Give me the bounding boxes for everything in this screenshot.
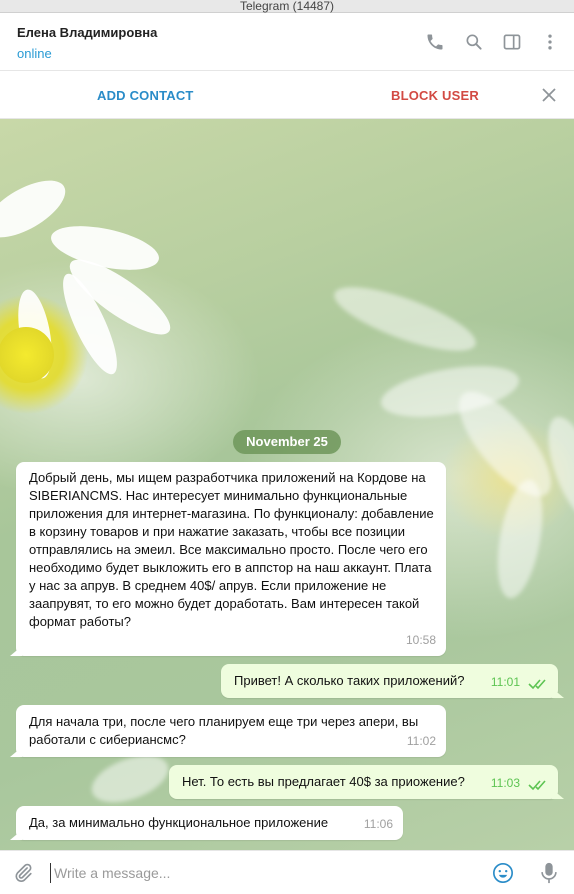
emoji-icon[interactable] bbox=[492, 862, 514, 884]
sidebar-toggle-icon[interactable] bbox=[501, 31, 523, 53]
chat-header bbox=[0, 13, 574, 71]
double-check-icon bbox=[528, 678, 548, 690]
message-time: 11:01 bbox=[490, 675, 520, 689]
message-time: 10:58 bbox=[405, 633, 436, 647]
contact-status: online bbox=[17, 46, 52, 61]
message-text: Добрый день, мы ищем разработчика приложений на Кордове на SIBERIANCMS. Нас интересует минимально функциональные приложения для интернет-магазина. По функционалу: добавление в корзину товаров и при нажатие заказать, чтобы все позиции отправлялись на эмеил. Все максимально просто. После чего его необходимо будет выкложить его в аппстор на наш аккаунт. Плата у нас за апрув. В среднем 40$/ апрув. Если приложение не заапрувят, то его можно будет доработать. Вам интересен такой формат работы? bbox=[29, 470, 434, 629]
add-contact-button[interactable]: ADD CONTACT bbox=[97, 88, 194, 103]
chat-area[interactable] bbox=[0, 119, 574, 850]
block-user-button[interactable]: BLOCK USER bbox=[391, 88, 479, 103]
double-check-icon bbox=[528, 779, 548, 791]
microphone-icon[interactable] bbox=[538, 861, 560, 885]
bubble-tail bbox=[552, 688, 564, 698]
search-icon[interactable] bbox=[463, 31, 485, 53]
message-incoming[interactable] bbox=[16, 462, 446, 656]
message-outgoing[interactable] bbox=[221, 664, 558, 698]
message-text: Да, за минимально функциональное приложение bbox=[29, 815, 329, 830]
message-outgoing[interactable] bbox=[169, 765, 558, 799]
contact-name[interactable]: Елена Владимировна bbox=[17, 25, 158, 40]
message-incoming[interactable] bbox=[16, 705, 446, 757]
message-text: Привет! А сколько таких приложений? bbox=[234, 673, 465, 688]
bubble-tail bbox=[10, 646, 22, 656]
bubble-tail bbox=[552, 789, 564, 799]
message-time: 11:03 bbox=[490, 776, 520, 790]
paperclip-icon[interactable] bbox=[12, 862, 34, 884]
window-title: Telegram (14487) bbox=[239, 0, 335, 13]
phone-icon[interactable] bbox=[424, 31, 446, 53]
contact-action-bar bbox=[0, 71, 574, 119]
message-input[interactable] bbox=[50, 863, 470, 883]
more-vertical-icon[interactable] bbox=[539, 31, 561, 53]
message-incoming[interactable] bbox=[16, 806, 403, 840]
date-separator: November 25 bbox=[233, 430, 341, 454]
bubble-tail bbox=[10, 747, 22, 757]
message-composer bbox=[0, 850, 574, 894]
message-text: Нет. То есть вы предлагает 40$ за приожение? bbox=[182, 774, 465, 789]
message-text: Для начала три, после чего планируем еще три через апери, вы работали с сибериансмс? bbox=[29, 714, 419, 747]
message-time: 11:02 bbox=[406, 734, 436, 748]
close-icon[interactable] bbox=[540, 86, 558, 104]
message-time: 11:06 bbox=[363, 817, 393, 831]
bubble-tail bbox=[10, 830, 22, 840]
window-titlebar bbox=[0, 0, 574, 13]
